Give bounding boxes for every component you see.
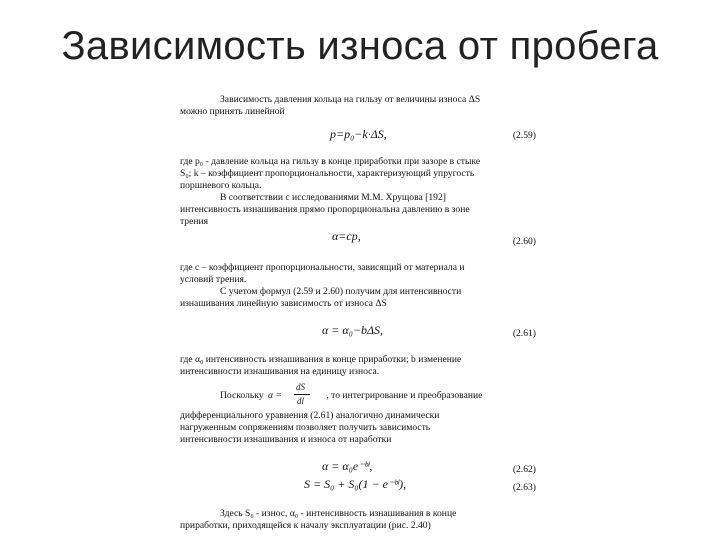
text-line: интенсивность изнашивания прямо пропорциональна давлению в зоне — [180, 204, 470, 215]
text-line: приработки, приходящейся к началу эксплуатации (рис. 2.40) — [180, 520, 431, 531]
equation-number: (2.63) — [512, 482, 536, 493]
equation-2-61: α = α₀−bΔS, — [322, 323, 384, 337]
equation-number: (2.62) — [512, 464, 536, 475]
equation-2-62: α = α₀e⁻ᵇˡ, — [322, 459, 373, 473]
text-line: S₀; k – коэффициент пропорциональности, характеризующий упругость — [180, 168, 475, 179]
text-line: дифференциального уравнения (2.61) аналогично динамически — [180, 410, 440, 421]
fraction-lhs: α = — [267, 390, 282, 401]
text-line: трения — [180, 216, 209, 227]
text-line: изнашивания линейную зависимость от износа ΔS — [180, 298, 387, 309]
text-line: поршневого кольца. — [180, 180, 262, 191]
text-line: интенсивности изнашивания на единицу износа. — [180, 366, 380, 377]
text-line: где c – коэффициент пропорциональности, зависящий от материала и — [180, 262, 465, 273]
equation-2-60: α=cp, — [332, 229, 361, 243]
text-line: В соответствии с исследованиями М.М. Хрущова [192] — [220, 192, 446, 203]
fraction-numerator: dS — [295, 382, 305, 392]
equation-2-63: S = S₀ + S₀(1 − e⁻ᵇˡ), — [304, 477, 407, 491]
inline-fraction — [266, 382, 324, 406]
text-line-with-fraction — [180, 382, 540, 406]
text-line: Зависимость давления кольца на гильзу от величины износа ΔS — [220, 94, 481, 105]
document-page-scan — [180, 84, 540, 536]
equation-number: (2.59) — [512, 130, 536, 141]
slide-title: Зависимость износа от пробега — [61, 24, 659, 68]
text-line: можно принять линейной — [180, 106, 285, 117]
equation-number: (2.61) — [512, 328, 536, 339]
text-line: Здесь S₀ - износ, α₀ - интенсивность изнашивания в конце — [220, 508, 457, 519]
equation-2-59: p=p₀−k·ΔS, — [330, 127, 387, 141]
fraction-denominator: dl — [296, 396, 304, 406]
equation-number: (2.60) — [512, 236, 536, 247]
text-line: где p₀ - давление кольца на гильзу в конце приработки при зазоре в стыке — [180, 156, 481, 167]
text-fragment: Поскольку — [220, 390, 264, 401]
text-line: условий трения. — [180, 274, 247, 285]
text-line: нагруженным сопряжениям позволяет получить зависимость — [180, 422, 431, 433]
text-fragment: , то интегрирование и преобразование — [326, 390, 483, 401]
text-line: С учетом формул (2.59 и 2.60) получим для интенсивности — [220, 286, 462, 297]
text-line: интенсивности изнашивания и износа от наработки — [180, 434, 392, 445]
text-line: где α₀ интенсивность изнашивания в конце приработки; b изменение — [180, 354, 462, 365]
